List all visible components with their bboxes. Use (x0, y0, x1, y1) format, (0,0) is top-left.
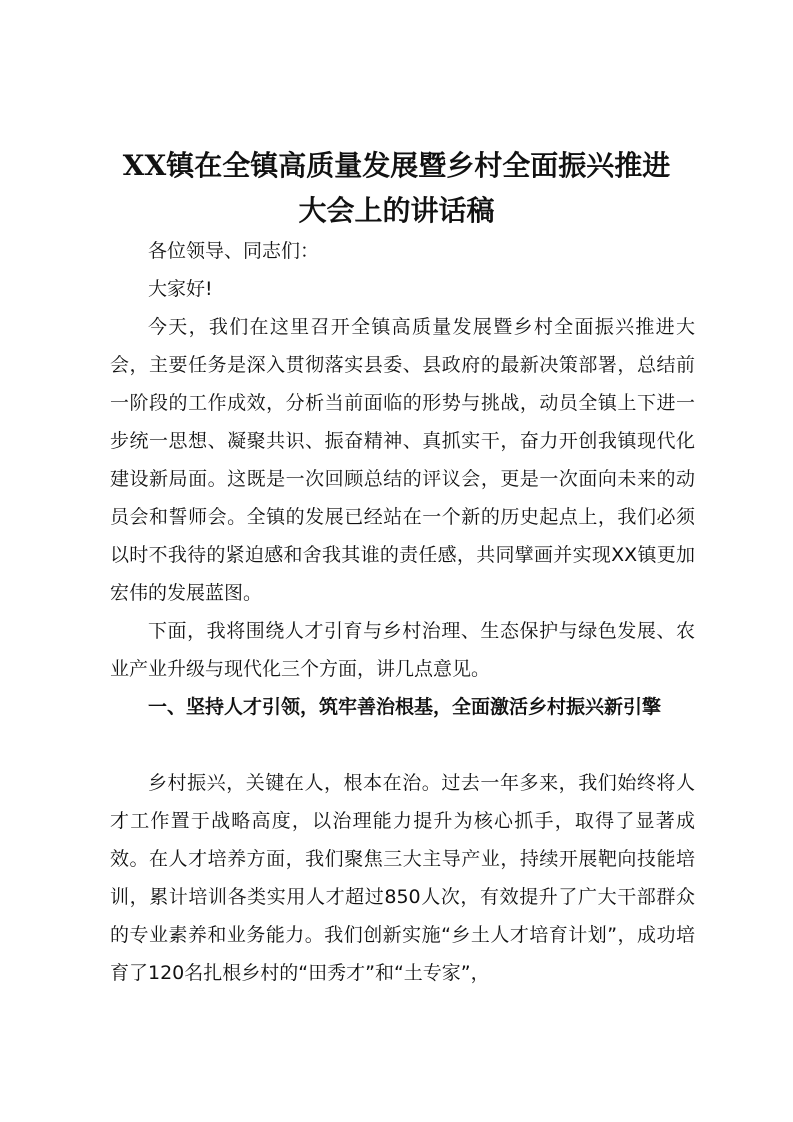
salutation: 各位领导、同志们： (148, 240, 320, 262)
section-1-heading: 一、坚持人才引领，筑牢善治根基，全面激活乡村振兴新引擎 (148, 696, 662, 718)
document-title-line-2: 大会上的讲话稿 (298, 194, 495, 227)
section-1-paragraph: 乡村振兴，关键在人，根本在治。过去一年多来，我们始终将人才工作置于战略高度，以治理能力提升为核心抓手，取得了显著成效。在人才培养方面，我们聚焦三大主导产业，持续开展靶向技能培训，累计培训各类实用人才超过850人次，有效提升了广大干部群众的专业素养和业务能力。我们创新实施“乡土人才培育计划”，成功培育了120名扎根乡村的“田秀才”和“土专家”， (110, 772, 695, 984)
opening-paragraph: 今天，我们在这里召开全镇高质量发展暨乡村全面振兴推进大会，主要任务是深入贯彻落实县委、县政府的最新决策部署，总结前一阶段的工作成效，分析当前面临的形势与挑战，动员全镇上下进一步统一思想、凝聚共识、振奋精神、真抓实干，奋力开创我镇现代化建设新局面。这既是一次回顾总结的评议会，更是一次面向未来的动员会和誓师会。全镇的发展已经站在一个新的历史起点上，我们必须以时不我待的紧迫感和舍我其谁的责任感，共同擘画并实现XX镇更加宏伟的发展蓝图。 (110, 316, 695, 604)
document-title-line-1: XX镇在全镇高质量发展暨乡村全面振兴推进 (122, 149, 671, 182)
outline-paragraph: 下面，我将围绕人才引育与乡村治理、生态保护与绿色发展、农业产业升级与现代化三个方面，讲几点意见。 (110, 620, 695, 680)
greeting: 大家好! (148, 278, 213, 300)
